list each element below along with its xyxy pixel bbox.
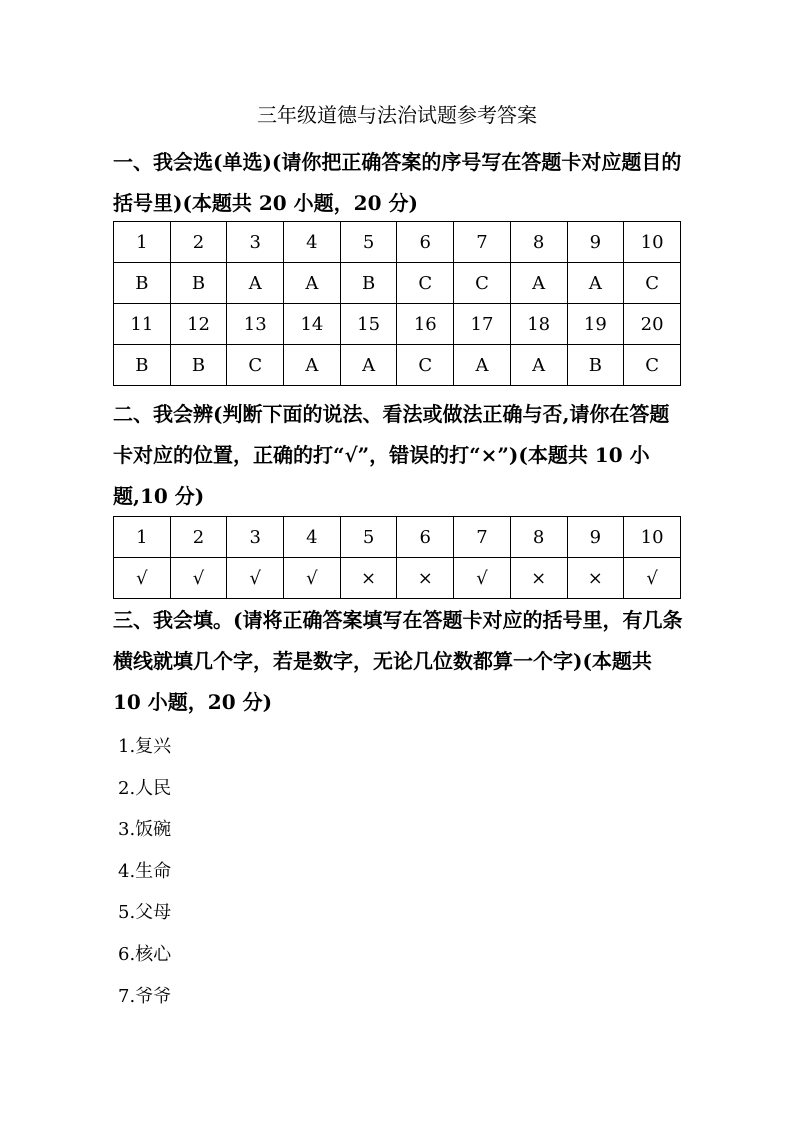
table-cell: 9 [567, 222, 624, 263]
table-cell: 12 [170, 304, 227, 345]
table-cell: C [397, 345, 454, 386]
table-row [114, 558, 681, 599]
table-cell: 1 [114, 222, 171, 263]
table-row [114, 345, 681, 386]
table-cell: 4 [284, 517, 341, 558]
table-cell: √ [114, 558, 171, 599]
table-cell: 2 [170, 517, 227, 558]
table-cell: 9 [567, 517, 624, 558]
table-cell: B [567, 345, 624, 386]
table-cell: 14 [284, 304, 341, 345]
table-cell: A [227, 263, 284, 304]
table-cell: B [114, 345, 171, 386]
table-cell: C [624, 345, 681, 386]
table-cell: 4 [284, 222, 341, 263]
table-cell: √ [227, 558, 284, 599]
table-cell: 3 [227, 222, 284, 263]
table-cell: 8 [510, 517, 567, 558]
table-cell: √ [624, 558, 681, 599]
table-cell: × [397, 558, 454, 599]
table-cell: × [510, 558, 567, 599]
fill-answer-item: 6.核心 [118, 944, 172, 965]
table-cell: C [227, 345, 284, 386]
table-row [114, 222, 681, 263]
table-cell: C [397, 263, 454, 304]
table-cell: 11 [114, 304, 171, 345]
fill-answer-item: 3.饭碗 [118, 819, 172, 840]
document-title: 三年级道德与法治试题参考答案 [257, 103, 537, 127]
fill-answer-item: 5.父母 [118, 902, 172, 923]
table-cell: 18 [510, 304, 567, 345]
table-cell: 10 [624, 222, 681, 263]
table-cell: √ [454, 558, 511, 599]
table-cell: 17 [454, 304, 511, 345]
table-cell: 1 [114, 517, 171, 558]
section1-heading: 一、我会选(单选)(请你把正确答案的序号写在答题卡对应题目的括号里)(本题共 20 小题，20 分) [113, 150, 682, 215]
table-cell: A [284, 263, 341, 304]
section3-heading: 三、我会填。(请将正确答案填写在答题卡对应的括号里，有几条横线就填几个字，若是数字，无论几位数都算一个字)(本题共 10 小题，20 分) [113, 608, 683, 714]
table-cell: 2 [170, 222, 227, 263]
table-cell: 20 [624, 304, 681, 345]
fill-answer-item: 4.生命 [118, 861, 172, 882]
section2-heading: 二、我会辨(判断下面的说法、看法或做法正确与否,请你在答题卡对应的位置，正确的打“√”，错误的打“×”)(本题共 10 小题,10 分) [113, 402, 670, 508]
table-cell: A [454, 345, 511, 386]
table-cell: √ [284, 558, 341, 599]
table-cell: 5 [340, 222, 397, 263]
table-cell: × [340, 558, 397, 599]
table-cell: A [284, 345, 341, 386]
table-cell: B [170, 263, 227, 304]
table-cell: 16 [397, 304, 454, 345]
table-cell: B [340, 263, 397, 304]
table-cell: B [114, 263, 171, 304]
table-cell: B [170, 345, 227, 386]
table-cell: 15 [340, 304, 397, 345]
table-cell: 10 [624, 517, 681, 558]
table-cell: C [624, 263, 681, 304]
section1-answer-table [113, 221, 681, 386]
table-cell: C [454, 263, 511, 304]
table-cell: 7 [454, 222, 511, 263]
table-cell: 6 [397, 222, 454, 263]
table-cell: × [567, 558, 624, 599]
table-row [114, 304, 681, 345]
fill-answer-item: 2.人民 [118, 778, 172, 799]
table-row [114, 263, 681, 304]
table-cell: 6 [397, 517, 454, 558]
table-cell: A [510, 263, 567, 304]
table-cell: 13 [227, 304, 284, 345]
fill-answer-item: 7.爷爷 [118, 986, 172, 1007]
table-cell: 5 [340, 517, 397, 558]
table-cell: 3 [227, 517, 284, 558]
section2-answer-table [113, 516, 681, 599]
table-cell: A [510, 345, 567, 386]
table-cell: 8 [510, 222, 567, 263]
table-cell: A [340, 345, 397, 386]
table-cell: 7 [454, 517, 511, 558]
fill-answer-item: 1.复兴 [118, 736, 172, 757]
table-cell: √ [170, 558, 227, 599]
table-row [114, 517, 681, 558]
table-cell: A [567, 263, 624, 304]
table-cell: 19 [567, 304, 624, 345]
